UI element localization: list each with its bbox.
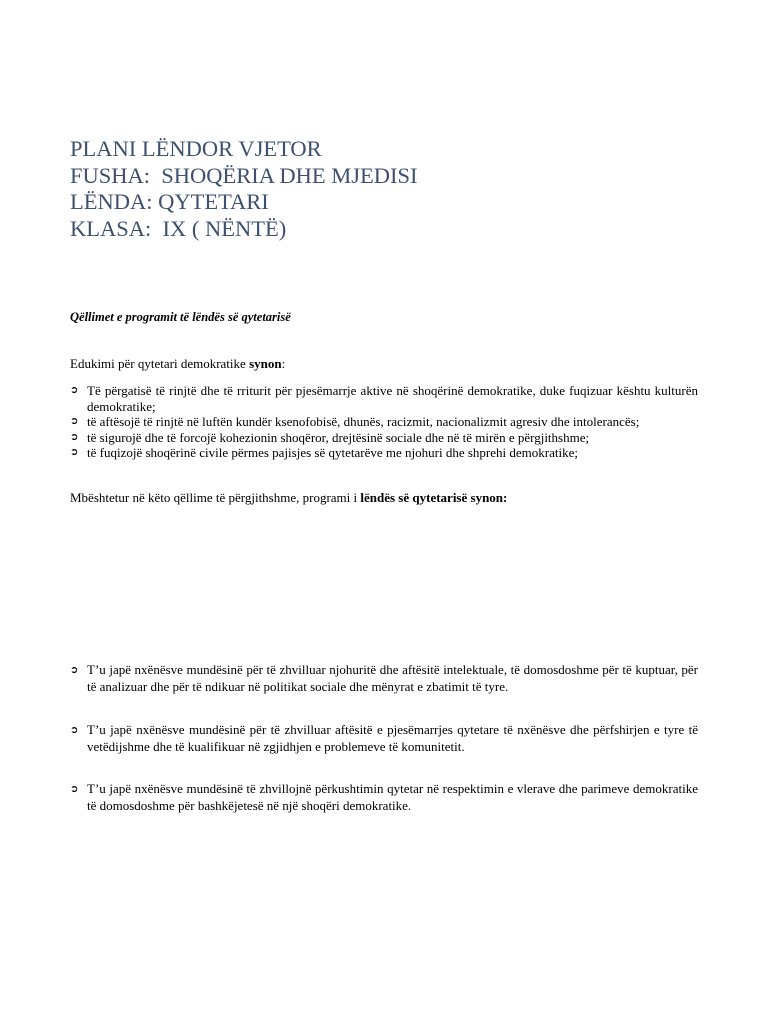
arrow-bullet-icon: ➲ <box>70 431 79 443</box>
goal-text: T’u japë nxënësve mundësinë për të zhvilluar njohuritë dhe aftësitë intelektuale, të domosdoshme për të kuptuar, për të analizuar dhe për të ndikuar në politikat sociale dhe mënyrat e zbatimit të tyre. <box>87 662 698 694</box>
intro-bold: synon <box>249 356 282 371</box>
list-item <box>70 414 698 430</box>
intro-suffix: : <box>281 356 286 371</box>
program-bold: lëndës së qytetarisë synon: <box>360 490 508 505</box>
document-title <box>70 136 418 242</box>
arrow-bullet-icon: ➲ <box>70 416 79 427</box>
arrow-bullet-icon: ➲ <box>70 665 79 676</box>
goal-text: T’u japë nxënësve mundësinë për të zhvilluar aftësitë e pjesëmarrjes qytetare të nxënësve dhe përfshirjen e tyre të vetëdijshme dhe të kualifikuar në zgjidhjen e problemeve të komunitetit. <box>87 722 698 754</box>
list-item-text: të aftësojë të rinjtë në luftën kundër ksenofobisë, dhunës, racizmit, nacionalizmit agresiv dhe intolerancës; <box>87 414 640 429</box>
program-text: Mbështetur në këto qëllime të përgjithshme, programi i <box>70 490 361 505</box>
arrow-bullet-icon: ➲ <box>70 725 79 736</box>
list-item <box>70 445 698 461</box>
intro-text: Edukimi për qytetari demokratike <box>70 356 250 371</box>
goal-item <box>70 662 698 695</box>
goal-item <box>70 722 698 755</box>
goal-text: T’u japë nxënësve mundësinë të zhvillojnë përkushtimin qytetar në respektimin e vlerave dhe parimeve demokratike të domosdoshme për bashkëjetesë në një shoqëri demokratike. <box>87 781 698 813</box>
intro-paragraph <box>70 356 285 372</box>
program-paragraph <box>70 490 507 506</box>
arrow-bullet-icon: ➲ <box>70 447 79 458</box>
section-heading: Qëllimet e programit të lëndës së qytetarisë <box>70 310 291 324</box>
arrow-bullet-icon: ➲ <box>70 385 79 396</box>
goal-item <box>70 781 698 814</box>
title-line-subject: LËNDA: QYTETARI <box>70 189 269 214</box>
title-line-class: KLASA: IX ( NËNTË) <box>70 215 287 241</box>
title-line-field: FUSHA: SHOQËRIA DHE MJEDISI <box>70 162 418 188</box>
list-item <box>70 430 698 446</box>
list-item-text: të fuqizojë shoqërinë civile përmes pajisjes së qytetarëve me njohuri dhe shprehi demokratike; <box>87 445 578 460</box>
list-item <box>70 383 698 414</box>
title-line-plan: PLANI LËNDOR VJETOR <box>70 136 322 161</box>
list-item-text: Të përgatisë të rinjtë dhe të rriturit për pjesëmarrje aktive në shoqërinë demokratike, duke fuqizuar kështu kulturën demokratike; <box>87 383 698 414</box>
objectives-list <box>70 383 698 461</box>
list-item-text: të sigurojë dhe të forcojë kohezionin shoqëror, drejtësinë sociale dhe në të mirën e përgjithshme; <box>87 429 590 445</box>
arrow-bullet-icon: ➲ <box>70 784 79 795</box>
